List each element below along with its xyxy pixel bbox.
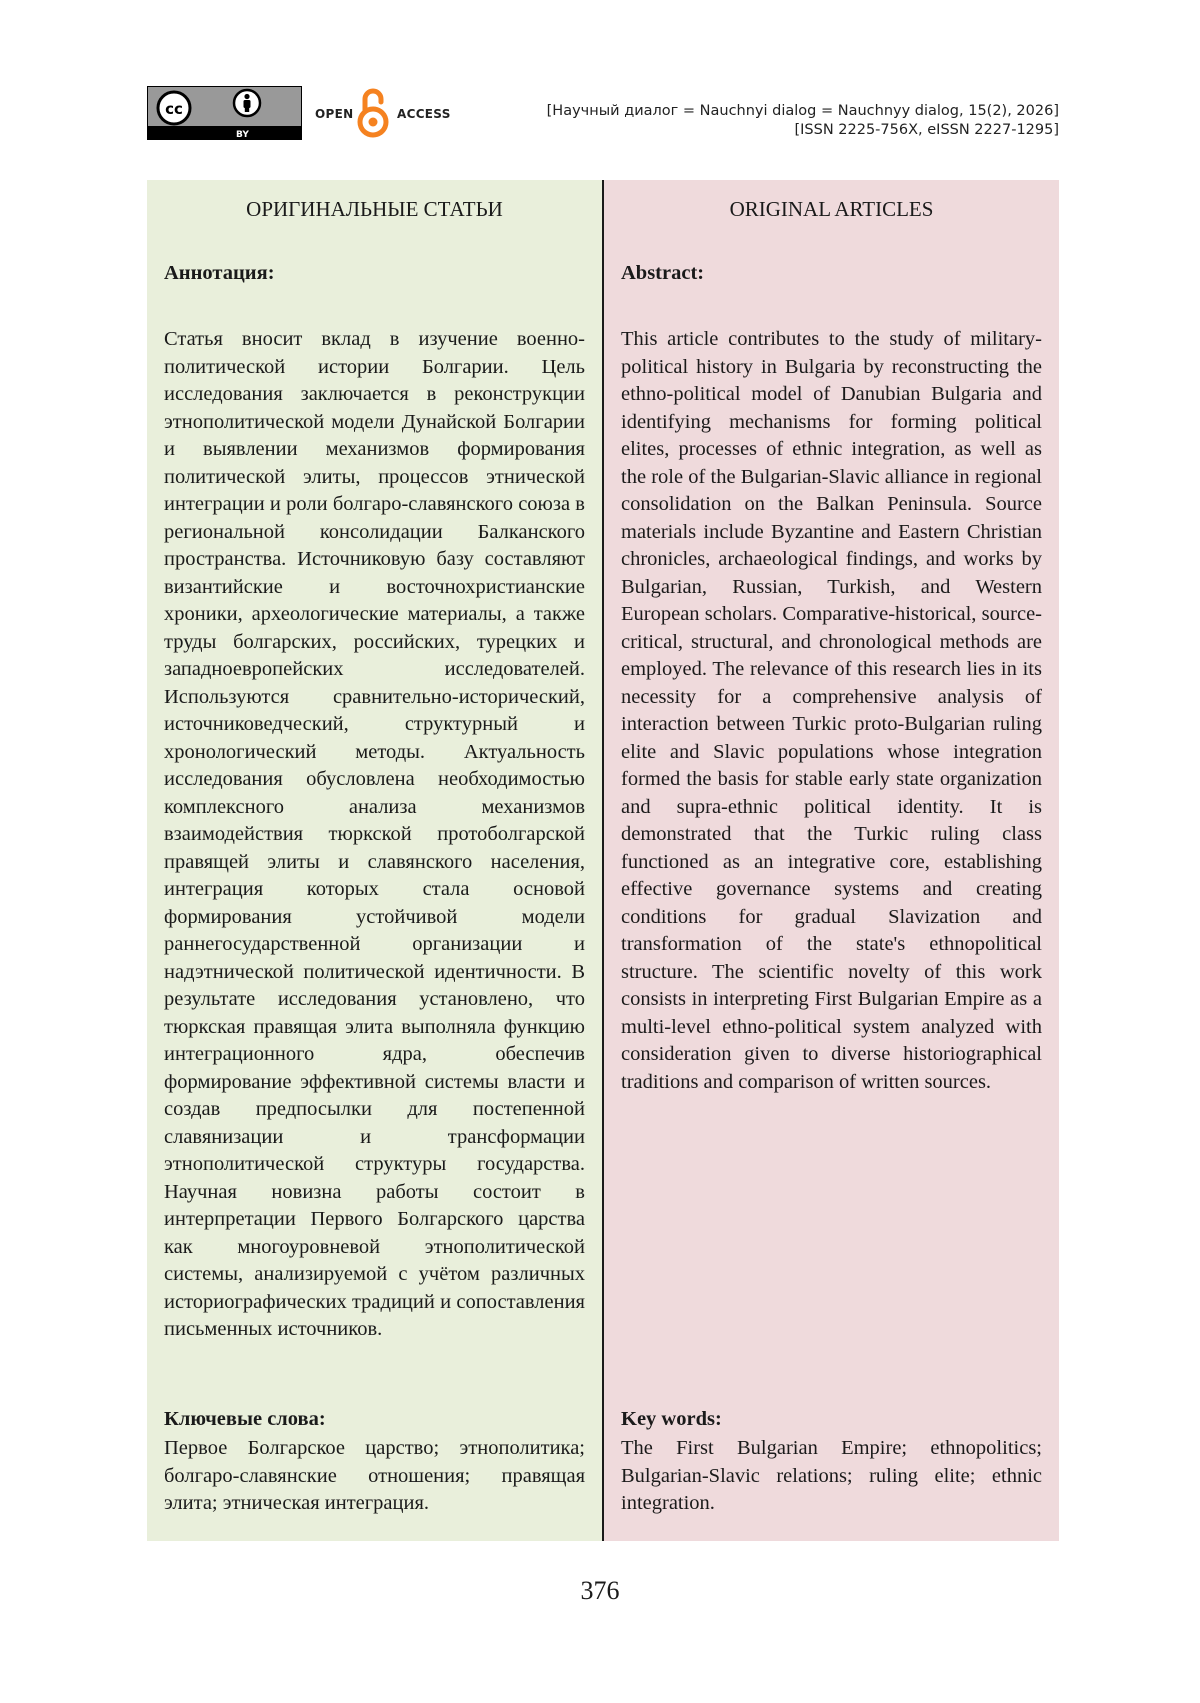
keywords-text-en: The First Bulgarian Empire; ethnopolitics; Bulgarian-Slavic relations; ruling elite; ethnic integration. [621, 1437, 1042, 1514]
journal-citation [547, 102, 1059, 140]
english-column [604, 180, 1059, 1541]
page-header [147, 86, 1059, 146]
russian-column [147, 180, 602, 1541]
abstract-columns [147, 180, 1059, 1541]
abstract-text-en: This article contributes to the study of military-political history in Bulgaria by reconstructing the ethno-political model of Danubian Bulgaria and identifying mechanisms for forming political elites, processes of ethnic integration, as well as the role of the Bulgarian-Slavic alliance in regional consolidation on the Balkan Peninsula. Source materials include Byzantine and Eastern Christian chronicles, archaeological findings, and works by Bulgarian, Russian, Turkish, and Western European scholars. Comparative-historical, source-critical, structural, and chronological methods are employed. The relevance of this research lies in its necessity for a comprehensive analysis of interaction between Turkic proto-Bulgarian ruling elite and Slavic populations whose integration formed the basis for stable early state organization and supra-ethnic political identity. It is demonstrated that the Turkic ruling class functioned as an integrative core, establishing effective governance systems and creating conditions for gradual Slavization and transformation of the state's ethnopolitical structure. The scientific novelty of this work consists in interpreting First Bulgarian Empire as a multi-level ethno-political system analyzed with consideration given to diverse historiographical traditions and comparison of written sources. [621, 328, 1042, 1093]
section-title-en: ORIGINAL ARTICLES [729, 197, 934, 221]
page-number: 376 [580, 1576, 620, 1605]
keywords-heading-en: Key words: [621, 1408, 722, 1430]
open-access-logo[interactable] [315, 86, 465, 140]
citation-line-1: [Научный диалог = Nauchnyi dialog = Nauchnyy dialog, 15(2), 2026] [546, 103, 1059, 119]
open-access-lock-icon [356, 86, 390, 140]
abstract-heading-ru: Аннотация: [164, 262, 275, 284]
open-access-label-right: ACCESS [397, 107, 451, 121]
open-access-label-left: OPEN [315, 107, 354, 121]
svg-text:cc: cc [165, 100, 183, 118]
abstract-heading-en: Abstract: [621, 262, 705, 284]
cc-icon [156, 90, 192, 126]
keywords-text-ru: Первое Болгарское царство; этнополитика; болгаро-славянские отношения; правящая элита; этническая интеграция. [164, 1437, 585, 1514]
abstract-text-ru: Статья вносит вклад в изучение военно-политической истории Болгарии. Цель исследования заключается в реконструкции этнополитической модели Дунайской Болгарии и выявлении механизмов формирования политической элиты, процессов этнической интеграции и роли болгаро-славянского союза в региональной консолидации Балканского пространства. Источниковую базу составляют византийские и восточнохристианские хроники, археологические материалы, а также труды болгарских, российских, турецких и западноевропейских исследователей. Используются сравнительно-исторический, источниковедческий, структурный и хронологический методы. Актуальность исследования обусловлена необходимостью комплексного анализа механизмов взаимодействия тюркской протоболгарской правящей элиты и славянского населения, интеграция которых стала основой формирования устойчивой модели раннегосударственной организации и надэтнической политической идентичности. В результате исследования установлено, что тюркская правящая элита выполняла функцию интеграционного ядра, обеспечив формирование эффективной системы власти и создав предпосылки для постепенной славянизации и трансформации этнополитической структуры государства. Научная новизна работы состоит в интерпретации Первого Болгарского царства как многоуровневой этнополитической системы, анализируемой с учётом различных историографических традиций и сопоставления письменных источников. [164, 328, 585, 1340]
license-badge-label: BY [236, 130, 249, 140]
cc-by-license-badge[interactable] [147, 86, 302, 140]
person-attribution-icon [232, 88, 262, 118]
section-title-ru: ОРИГИНАЛЬНЫЕ СТАТЬИ [246, 197, 503, 221]
keywords-heading-ru: Ключевые слова: [164, 1408, 326, 1430]
citation-line-2: [ISSN 2225-756X, eISSN 2227-1295] [794, 122, 1059, 138]
